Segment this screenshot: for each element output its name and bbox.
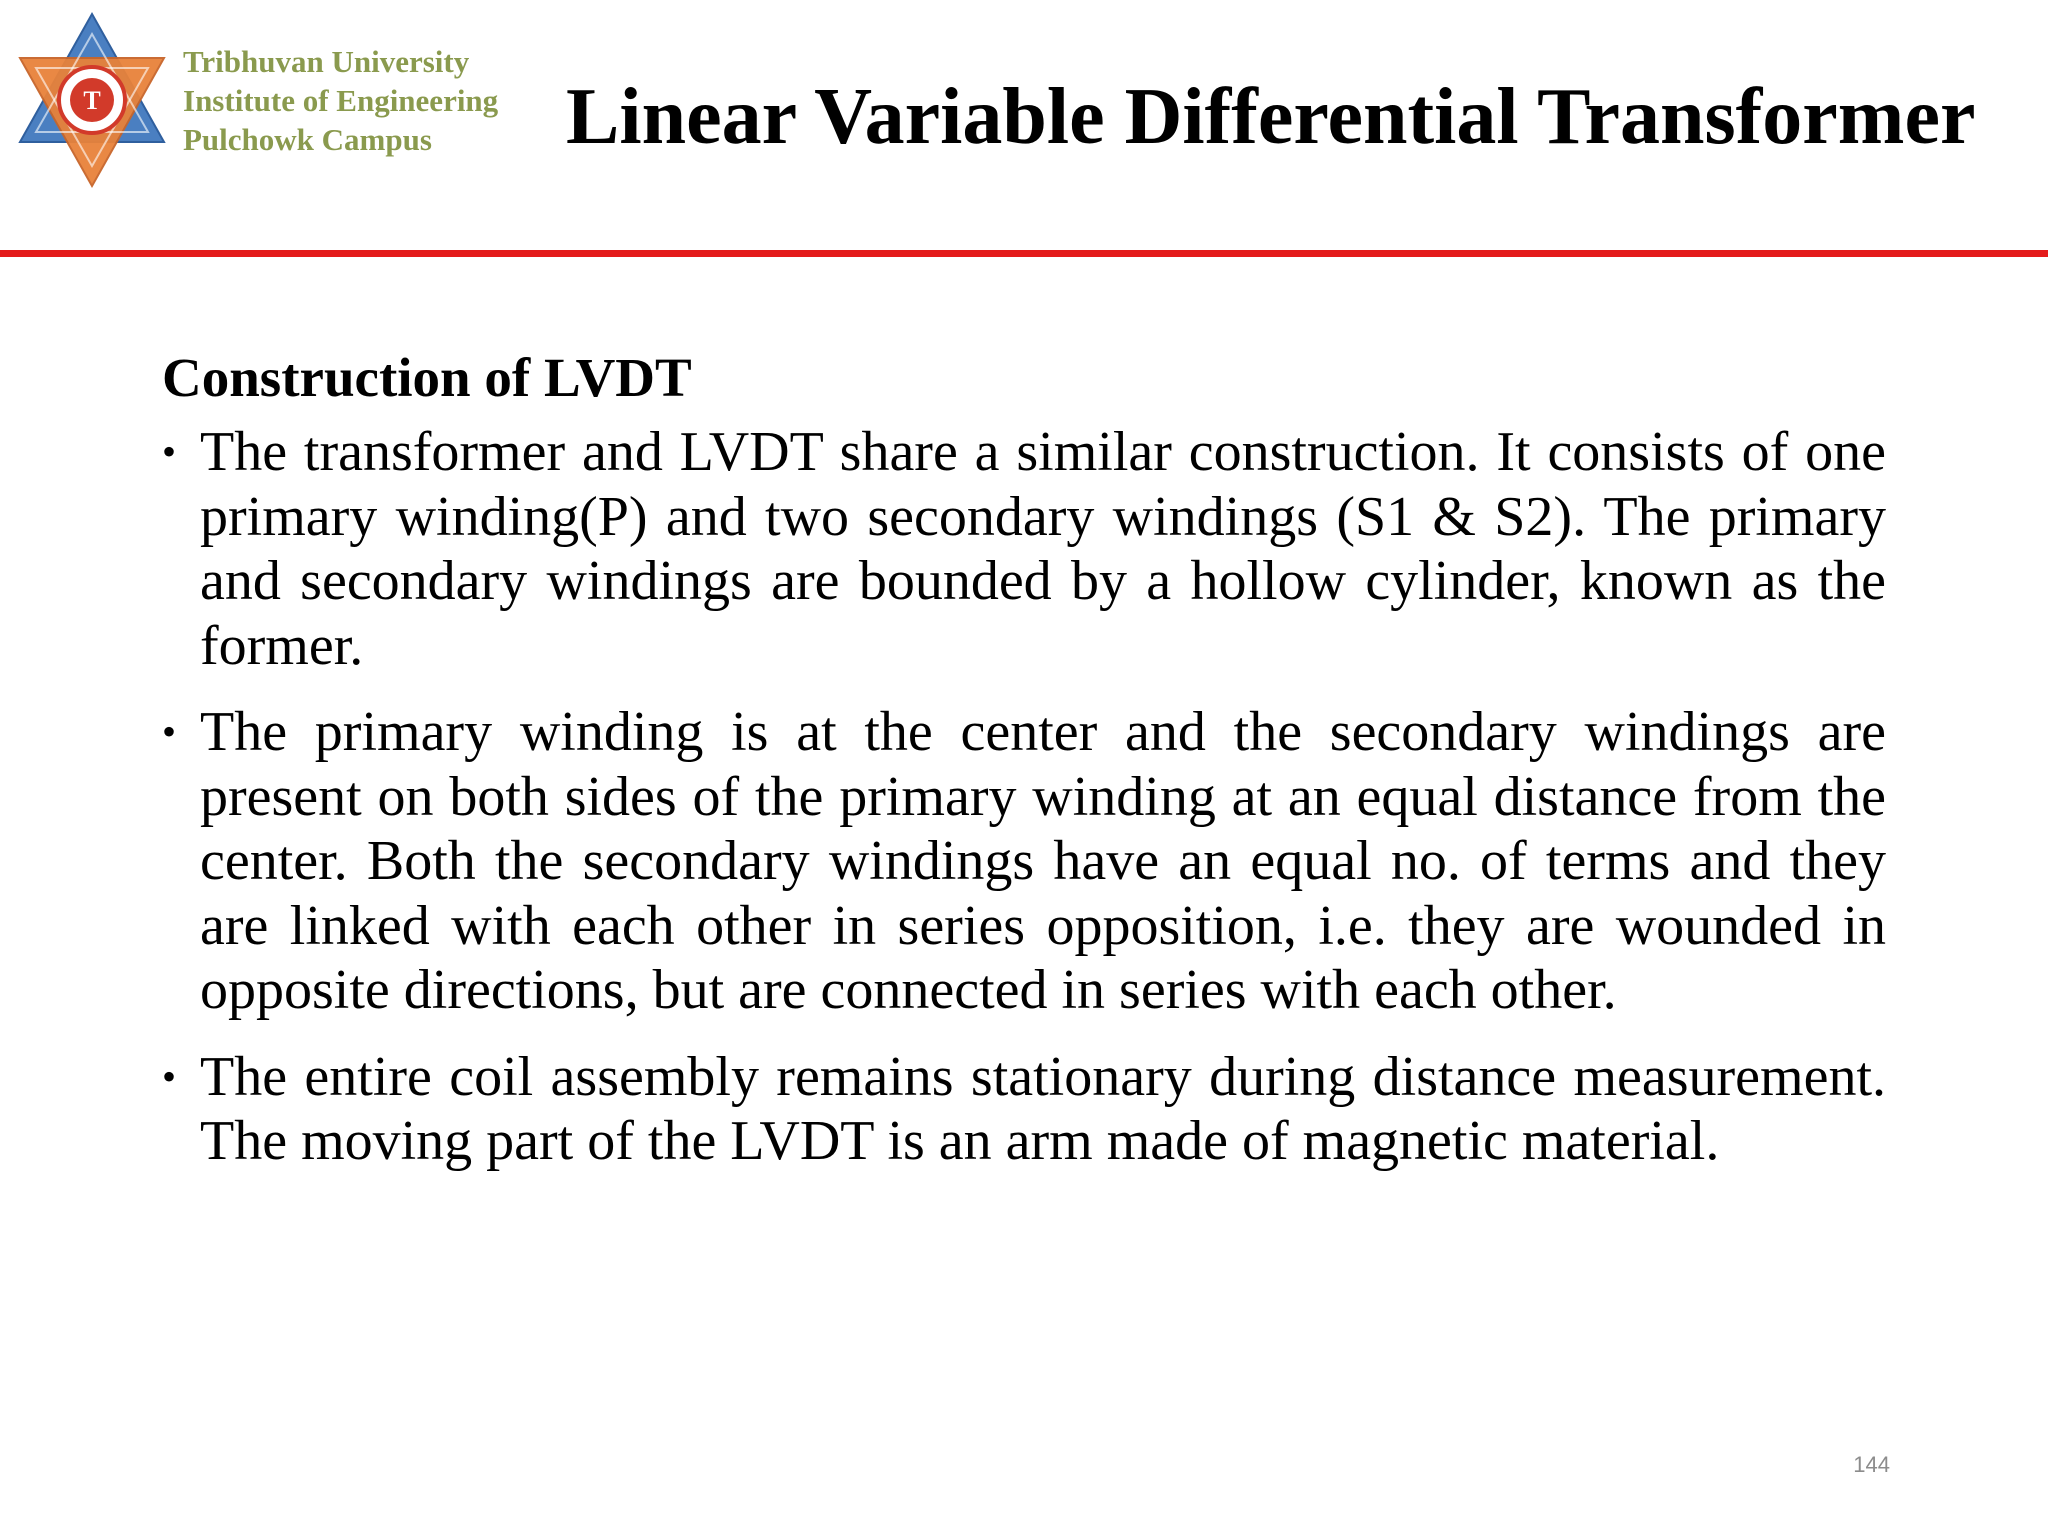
institution-line-campus: Pulchowk Campus <box>183 122 432 157</box>
header-divider <box>0 250 2048 257</box>
list-item <box>162 700 1886 1023</box>
bullet-dot-icon: • <box>162 429 177 474</box>
list-item <box>162 1045 1886 1174</box>
section-heading: Construction of LVDT <box>162 347 692 408</box>
bullet-text: The primary winding is at the center and the secondary windings are present on both sides of the primary winding at an equal distance from the center. Both the secondary windings have an equal no. of terms and they are linked with each other in series opposition, i.e. they are wounded in opposite directions, but are connected in series with each other. <box>200 701 1886 1021</box>
bullet-dot-icon: • <box>162 709 177 754</box>
logo-letter: T <box>83 86 101 115</box>
slide-title: Linear Variable Differential Transformer <box>566 73 1976 161</box>
bullet-dot-icon: • <box>162 1053 177 1099</box>
slide-content <box>162 342 1886 1196</box>
bullet-list <box>162 420 1886 1174</box>
university-logo <box>12 10 172 190</box>
bullet-text: The transformer and LVDT share a similar construction. It consists of one primary winding(P) and two secondary windings (S1 & S2). The primary and secondary windings are bounded by a hollow cylinder, known as the former. <box>200 421 1886 677</box>
page-number: 144 <box>1853 1452 1890 1477</box>
list-item <box>162 420 1886 678</box>
institution-name <box>183 42 603 159</box>
institution-line-institute: Institute of Engineering <box>183 83 499 118</box>
institution-line-university: Tribhuvan University <box>183 44 470 79</box>
bullet-text: The entire coil assembly remains stationary during distance measurement. The moving part of the LVDT is an arm made of magnetic material. <box>200 1045 1886 1172</box>
